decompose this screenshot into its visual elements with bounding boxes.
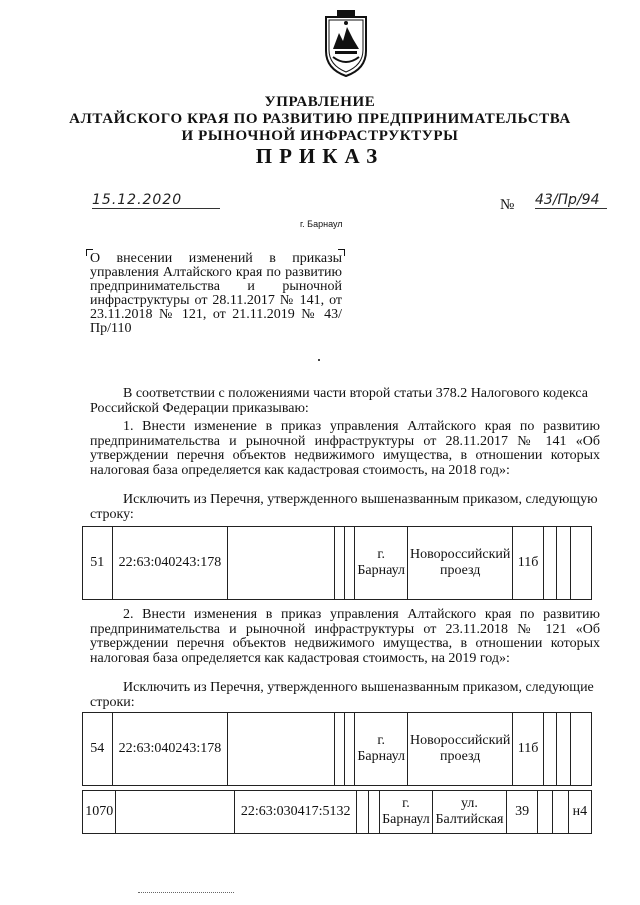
empty-cell <box>553 791 568 834</box>
cadastral-number: 22:63:040243:178 <box>112 713 228 786</box>
house-cell: 39 <box>506 791 537 834</box>
document-title: ПРИКАЗ <box>255 144 385 168</box>
header-line-2: АЛТАЙСКОГО КРАЯ ПО РАЗВИТИЮ ПРЕДПРИНИМАТЕЛЬСТВА <box>69 111 571 127</box>
empty-cell <box>334 713 344 786</box>
empty-cell <box>368 791 379 834</box>
cadastral-number-2 <box>228 713 335 786</box>
cadastral-number-2: 22:63:030417:5132 <box>234 791 357 834</box>
street-cell: Новороссийский проезд <box>407 713 512 786</box>
coat-of-arms-emblem <box>323 9 369 79</box>
cadastral-number: 22:63:040243:178 <box>112 527 228 600</box>
street-cell: Новороссийский проезд <box>407 527 512 600</box>
extra-cell <box>571 713 592 786</box>
cadastral-number-2 <box>228 527 335 600</box>
empty-cell <box>538 791 553 834</box>
order-city: г. Барнаул <box>300 219 343 229</box>
table-row <box>83 527 592 600</box>
stray-dot <box>318 359 320 361</box>
street-cell: ул. Балтийская <box>433 791 507 834</box>
empty-cell <box>357 791 368 834</box>
item-2-table-2 <box>82 790 592 834</box>
city-cell: г. Барнаул <box>355 527 408 600</box>
item-1-text: 1. Внести изменение в приказ управления Алтайского края по развитию предпринимательства и рыночной инфраструктуры от 28.11.2017 № 141 «Об утверждении перечня объектов недвижимого имущества, в отношении которых налоговая база определяется как кадастровая стоимость, на 2018 год»: <box>90 419 600 478</box>
city-cell: г. Барнаул <box>379 791 432 834</box>
header-line-3: И РЫНОЧНОЙ ИНФРАСТРУКТУРЫ <box>181 128 459 144</box>
row-number: 54 <box>83 713 113 786</box>
order-number: 43/Пр/94 <box>535 192 607 209</box>
empty-cell <box>543 527 557 600</box>
extra-cell: н4 <box>568 791 591 834</box>
empty-cell <box>345 713 355 786</box>
item-2-text: 2. Внести изменения в приказ управления Алтайского края по развитию предпринимательства и рыночной инфраструктуры от 23.11.2018 № 121 «Об утверждении перечня объектов недвижимого имущества, в отношении которых налоговая база определяется как кадастровая стоимость, на 2019 год»: <box>90 607 600 666</box>
empty-cell <box>557 713 571 786</box>
item-1-table <box>82 526 592 600</box>
number-label: № <box>500 197 515 213</box>
empty-cell <box>345 527 355 600</box>
house-cell: 11б <box>513 527 543 600</box>
table-row <box>83 713 592 786</box>
house-cell: 11б <box>513 713 543 786</box>
header-line-1: УПРАВЛЕНИЕ <box>264 94 376 110</box>
city-cell: г. Барнаул <box>355 713 408 786</box>
item-2-instruction: Исключить из Перечня, утвержденного вышеназванным приказом, следующие строки: <box>90 680 594 710</box>
empty-cell <box>543 713 557 786</box>
table-row <box>83 791 592 834</box>
preamble: В соответствии с положениями части второй статьи 378.2 Налогового кодекса Российской Федерации приказываю: <box>90 386 589 416</box>
item-1-instruction: Исключить из Перечня, утвержденного вышеназванным приказом, следующую строку: <box>90 492 598 522</box>
row-number: 51 <box>83 527 113 600</box>
empty-cell <box>334 527 344 600</box>
empty-cell <box>557 527 571 600</box>
extra-cell <box>571 527 592 600</box>
item-2-table <box>82 712 592 786</box>
order-date: 15.12.2020 <box>92 192 220 209</box>
order-subject: О внесении изменений в приказы управления Алтайского края по развитию предпринимательства и рыночной инфраструктуры от 28.11.2017 № 141, от 23.11.2018 № 121, от 21.11.2019 № 43/Пр/110 <box>90 251 342 336</box>
row-number: 1070 <box>83 791 116 834</box>
footer-rule <box>138 892 234 893</box>
cadastral-number <box>116 791 235 834</box>
